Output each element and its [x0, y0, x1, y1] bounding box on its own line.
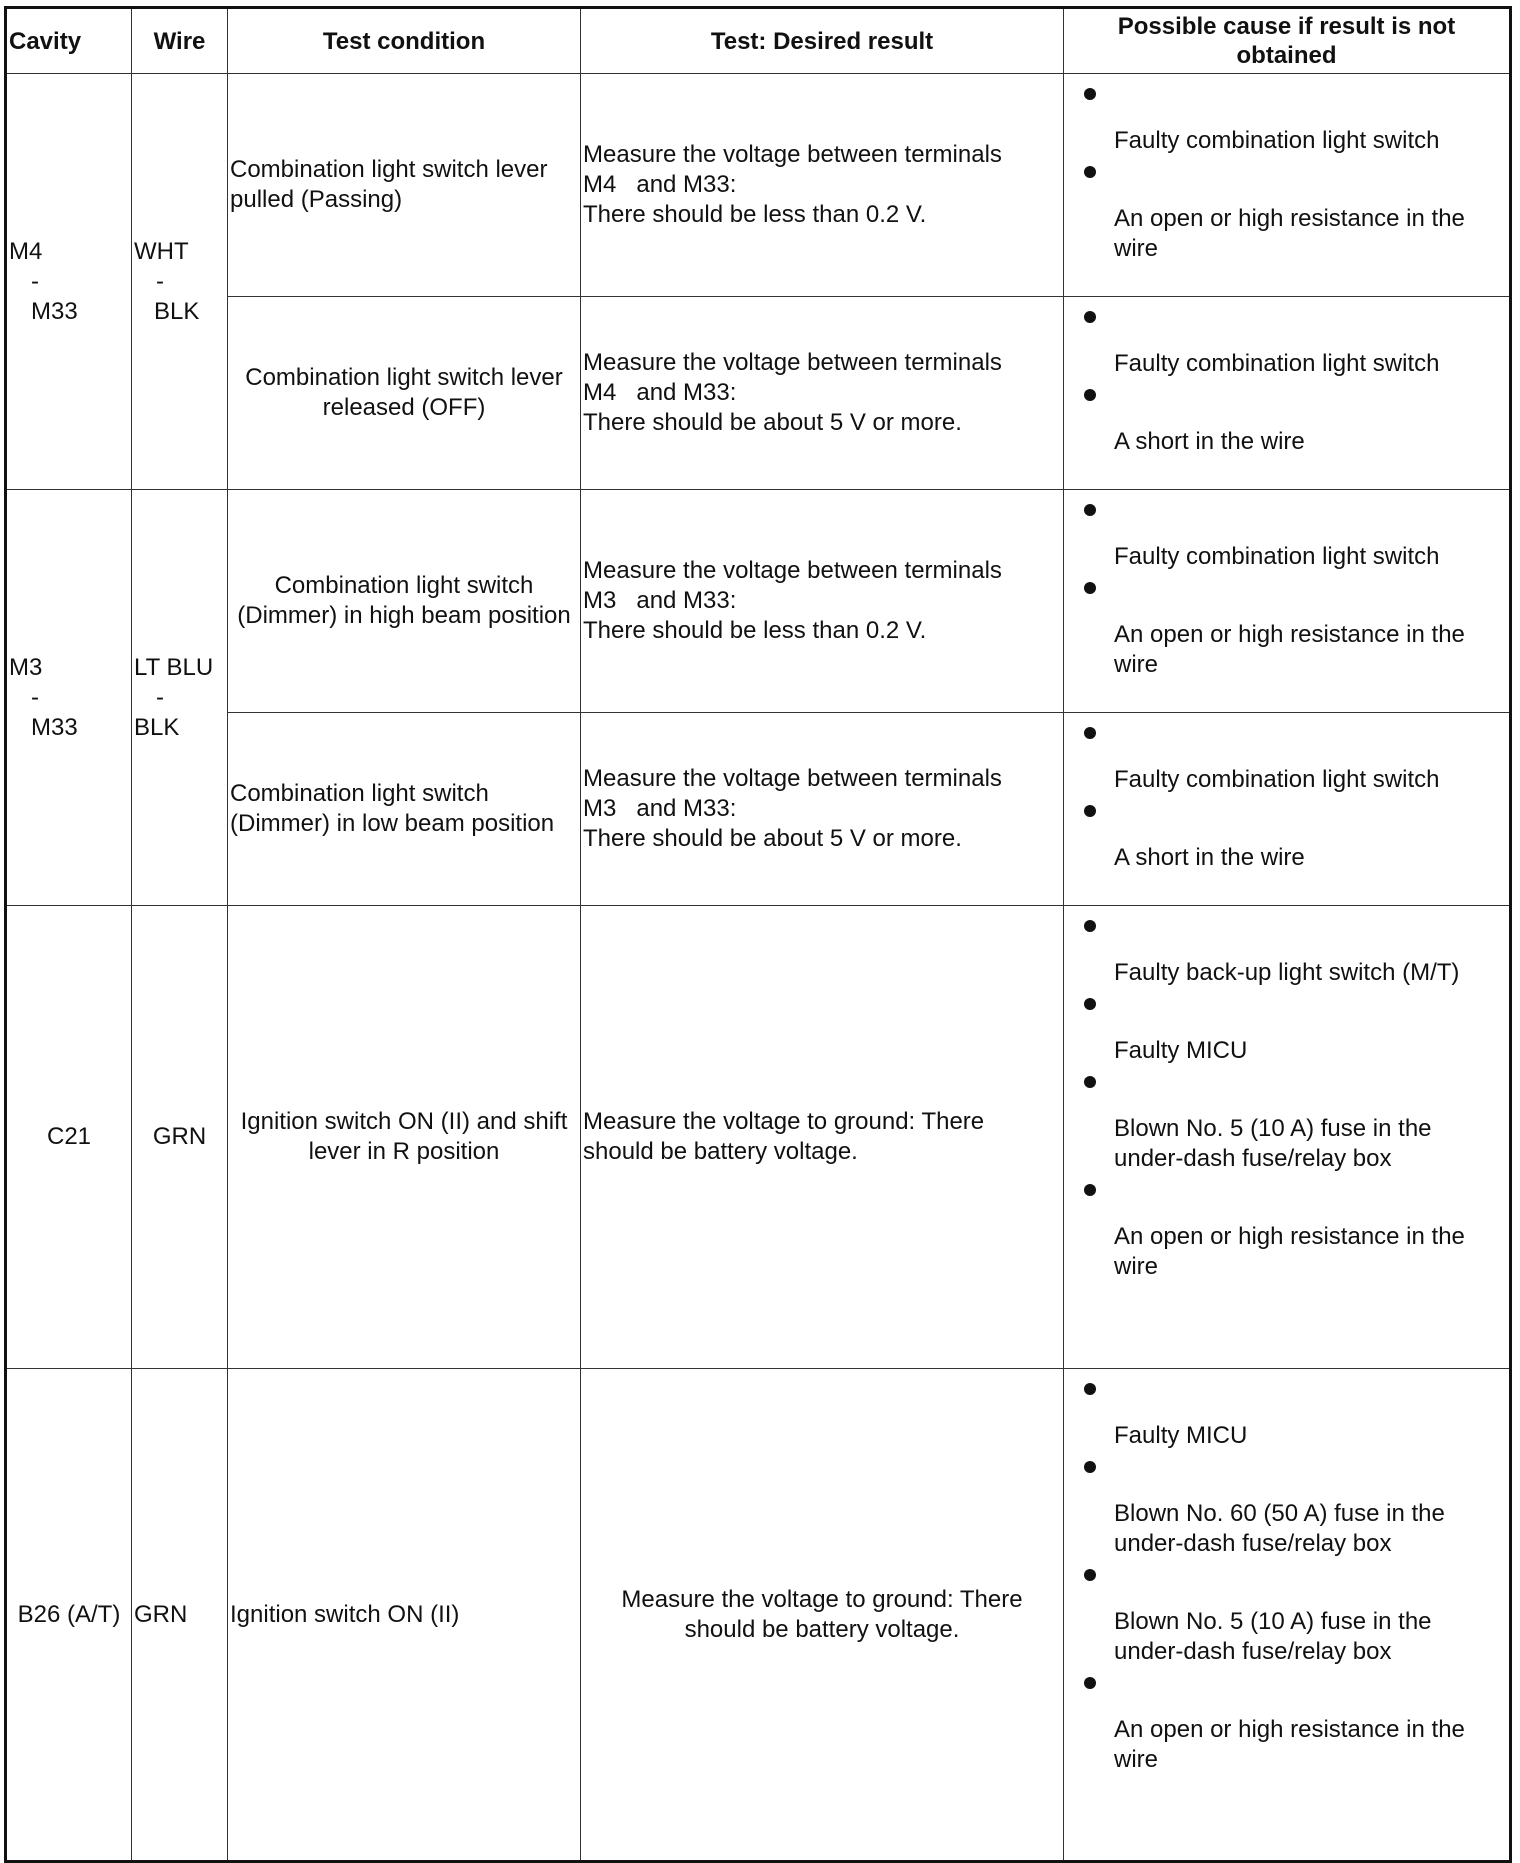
result-line: Measure the voltage between terminals: [583, 765, 1002, 792]
bullet-icon: [1084, 389, 1096, 401]
cause-item: An open or high resistance in the wire: [1084, 582, 1501, 680]
header-test-condition: Test condition: [228, 8, 581, 74]
causes-cell: [1064, 713, 1511, 906]
result-line: M3 and M33:: [583, 587, 737, 614]
result-cell: Measure the voltage to ground: There should be battery voltage.: [581, 906, 1064, 1369]
result-cell: [581, 713, 1064, 906]
bullet-icon: [1084, 920, 1096, 932]
condition-cell: Ignition switch ON (II): [228, 1369, 581, 1862]
cause-item: Faulty back-up light switch (M/T): [1084, 920, 1501, 988]
cavity-line: M3: [9, 653, 43, 681]
wire-line: WHT: [134, 237, 189, 265]
header-row: [6, 8, 1511, 74]
condition-cell: Ignition switch ON (II) and shift lever in R position: [228, 906, 581, 1369]
result-line: Measure the voltage between terminals: [583, 141, 1002, 168]
bullet-icon: [1084, 1076, 1096, 1088]
result-line: There should be less than 0.2 V.: [583, 201, 927, 228]
cavity-line: M33: [31, 297, 78, 325]
cause-item: Faulty combination light switch: [1084, 504, 1501, 572]
bullet-icon: [1084, 1461, 1096, 1473]
cause-item: Faulty combination light switch: [1084, 311, 1501, 379]
header-wire: Wire: [132, 8, 228, 74]
header-cavity: Cavity: [6, 8, 132, 74]
bullet-icon: [1084, 504, 1096, 516]
result-cell: [581, 297, 1064, 490]
cause-item: Blown No. 5 (10 A) fuse in the under-dash fuse/relay box: [1084, 1569, 1501, 1667]
table-row: [6, 74, 1511, 297]
table-row: [6, 490, 1511, 713]
wire-line: -: [156, 683, 164, 711]
cause-item: A short in the wire: [1084, 805, 1501, 873]
bullet-icon: [1084, 1569, 1096, 1581]
wire-line: -: [156, 267, 164, 295]
header-desired-result: Test: Desired result: [581, 8, 1064, 74]
causes-cell: [1064, 74, 1511, 297]
condition-cell: Combination light switch (Dimmer) in low beam position: [228, 713, 581, 906]
cause-item: Faulty combination light switch: [1084, 727, 1501, 795]
table-row: [6, 713, 1511, 906]
result-line: There should be less than 0.2 V.: [583, 617, 927, 644]
wire-line: BLK: [134, 713, 180, 741]
bullet-icon: [1084, 805, 1096, 817]
cavity-line: M4: [9, 237, 43, 265]
result-cell: Measure the voltage to ground: There should be battery voltage.: [581, 1369, 1064, 1862]
causes-cell: [1064, 297, 1511, 490]
result-line: There should be about 5 V or more.: [583, 825, 962, 852]
table-row: [6, 1369, 1511, 1862]
table-row: [6, 906, 1511, 1369]
condition-cell: Combination light switch lever pulled (Passing): [228, 74, 581, 297]
bullet-icon: [1084, 1383, 1096, 1395]
cause-item: An open or high resistance in the wire: [1084, 1677, 1501, 1775]
cause-item: An open or high resistance in the wire: [1084, 166, 1501, 264]
test-table: [4, 6, 1512, 1863]
cause-item: Faulty MICU: [1084, 1383, 1501, 1451]
condition-cell: Combination light switch (Dimmer) in high beam position: [228, 490, 581, 713]
result-line: There should be about 5 V or more.: [583, 409, 962, 436]
result-line: M4 and M33:: [583, 171, 737, 198]
bullet-icon: [1084, 311, 1096, 323]
wire-line: BLK: [154, 297, 200, 325]
result-line: M4 and M33:: [583, 379, 737, 406]
wire-cell: GRN: [132, 906, 228, 1369]
result-cell: [581, 74, 1064, 297]
result-line: Measure the voltage between terminals: [583, 557, 1002, 584]
cavity-line: -: [31, 267, 39, 295]
cavity-cell: B26 (A/T): [6, 1369, 132, 1862]
cause-item: Faulty MICU: [1084, 998, 1501, 1066]
cavity-line: M33: [31, 713, 78, 741]
bullet-icon: [1084, 166, 1096, 178]
cavity-cell: C21: [6, 906, 132, 1369]
causes-cell: [1064, 490, 1511, 713]
bullet-icon: [1084, 998, 1096, 1010]
bullet-icon: [1084, 582, 1096, 594]
wire-cell: [132, 74, 228, 490]
causes-cell: [1064, 1369, 1511, 1862]
result-line: Measure the voltage between terminals: [583, 349, 1002, 376]
cause-item: A short in the wire: [1084, 389, 1501, 457]
cause-item: Blown No. 60 (50 A) fuse in the under-dash fuse/relay box: [1084, 1461, 1501, 1559]
bullet-icon: [1084, 1677, 1096, 1689]
cause-item: Blown No. 5 (10 A) fuse in the under-dash fuse/relay box: [1084, 1076, 1501, 1174]
wire-cell: GRN: [132, 1369, 228, 1862]
result-cell: [581, 490, 1064, 713]
cavity-cell: [6, 74, 132, 490]
causes-cell: [1064, 906, 1511, 1369]
table-row: [6, 297, 1511, 490]
result-line: M3 and M33:: [583, 795, 737, 822]
bullet-icon: [1084, 1184, 1096, 1196]
wire-line: LT BLU: [134, 653, 214, 681]
cause-item: Faulty combination light switch: [1084, 88, 1501, 156]
condition-cell: Combination light switch lever released (OFF): [228, 297, 581, 490]
cavity-cell: [6, 490, 132, 906]
bullet-icon: [1084, 88, 1096, 100]
cavity-line: -: [31, 683, 39, 711]
wire-cell: [132, 490, 228, 906]
bullet-icon: [1084, 727, 1096, 739]
cause-item: An open or high resistance in the wire: [1084, 1184, 1501, 1282]
header-possible-cause: Possible cause if result is not obtained: [1064, 8, 1511, 74]
